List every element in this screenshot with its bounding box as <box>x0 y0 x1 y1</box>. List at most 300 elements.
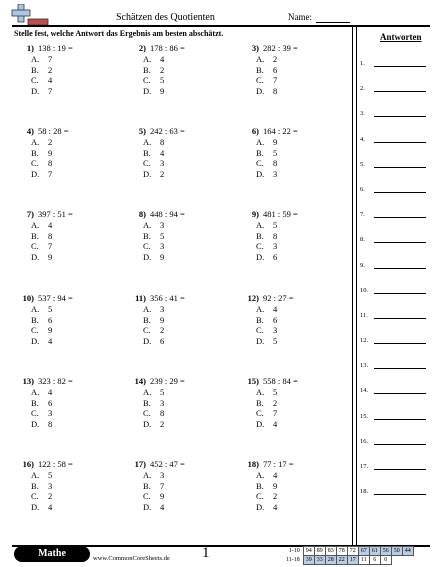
answer-number: 15. <box>360 412 369 420</box>
score-cell: 78 <box>336 547 347 556</box>
answer-option[interactable] <box>14 304 124 315</box>
answer-row <box>360 211 430 236</box>
answer-option[interactable] <box>14 148 124 159</box>
answer-option[interactable] <box>126 304 236 315</box>
answer-option[interactable] <box>126 408 236 419</box>
answer-option[interactable] <box>239 387 349 398</box>
option-value: 7 <box>48 85 53 96</box>
question-expression: 164 : 22 = <box>263 126 298 136</box>
answer-row <box>360 413 430 438</box>
question-number: 7) <box>26 209 34 219</box>
option-value: 8 <box>48 230 53 241</box>
option-letter: B. <box>256 480 264 491</box>
answer-row <box>360 387 430 412</box>
option-letter: C. <box>31 241 39 251</box>
score-cell: 83 <box>325 547 336 556</box>
answer-option[interactable] <box>14 231 124 242</box>
option-letter: D. <box>31 418 40 429</box>
answer-option[interactable] <box>14 315 124 326</box>
option-value: 9 <box>48 325 53 335</box>
option-letter: D. <box>143 335 152 346</box>
answer-number: 7. <box>360 211 365 219</box>
option-letter: A. <box>31 54 40 64</box>
option-letter: B. <box>31 64 39 75</box>
answer-number: 9. <box>360 261 365 269</box>
answer-option[interactable] <box>126 325 236 336</box>
option-letter: D. <box>256 168 265 179</box>
answer-lines <box>360 60 430 513</box>
option-value: 4 <box>273 501 278 512</box>
option-letter: A. <box>143 387 152 397</box>
option-value: 9 <box>273 137 278 147</box>
option-value: 6 <box>48 314 53 325</box>
answer-option[interactable] <box>239 252 349 263</box>
question-expression: 558 : 84 = <box>263 376 298 386</box>
answer-number: 17. <box>360 463 369 470</box>
answer-row <box>360 136 430 161</box>
option-value: 9 <box>160 85 165 96</box>
answer-option[interactable] <box>239 398 349 409</box>
option-letter: C. <box>31 408 39 418</box>
question <box>239 125 349 179</box>
answer-number: 12. <box>360 337 369 345</box>
option-value: 9 <box>160 491 165 501</box>
answer-option[interactable] <box>126 398 236 409</box>
answer-blank[interactable] <box>374 192 426 193</box>
answer-number: 1. <box>360 60 365 67</box>
option-letter: A. <box>256 470 265 480</box>
question-expression: 481 : 59 = <box>263 209 298 219</box>
answer-option[interactable] <box>239 148 349 159</box>
option-letter: A. <box>256 137 265 147</box>
option-letter: A. <box>143 470 152 480</box>
option-value: 8 <box>273 85 278 96</box>
option-letter: B. <box>256 64 264 75</box>
option-letter: B. <box>31 147 39 158</box>
instructions: Stelle fest, welche Antwort das Ergebnis am besten abschätzt. <box>14 29 224 38</box>
question-number: 18) <box>247 459 259 469</box>
option-value: 3 <box>160 220 165 230</box>
answer-option[interactable] <box>126 387 236 398</box>
option-value: 4 <box>48 387 53 397</box>
answer-option[interactable] <box>126 54 236 65</box>
answer-option[interactable] <box>14 325 124 336</box>
answer-blank[interactable] <box>374 268 426 269</box>
option-letter: A. <box>31 470 40 480</box>
option-letter: D. <box>31 85 40 96</box>
answer-option[interactable] <box>14 481 124 492</box>
answer-blank[interactable] <box>374 293 426 294</box>
option-value: 2 <box>273 491 278 501</box>
option-value: 5 <box>160 387 165 397</box>
option-value: 2 <box>273 54 278 64</box>
option-letter: C. <box>256 408 264 418</box>
score-cell: 89 <box>314 547 325 556</box>
option-letter: B. <box>256 230 264 241</box>
answer-option[interactable] <box>14 387 124 398</box>
answer-number: 13. <box>360 362 369 370</box>
question-number: 10) <box>22 293 34 303</box>
answer-blank[interactable] <box>374 368 426 369</box>
option-value: 3 <box>160 397 165 408</box>
question <box>239 208 349 262</box>
answer-number: 8. <box>360 236 365 244</box>
option-value: 6 <box>273 314 278 325</box>
question-number: 8) <box>138 209 146 219</box>
answer-row <box>360 60 430 85</box>
option-value: 7 <box>273 75 278 85</box>
option-value: 5 <box>273 387 278 397</box>
answer-column-divider <box>356 26 357 545</box>
question-expression: 77 : 17 = <box>263 459 294 469</box>
answer-option[interactable] <box>126 336 236 347</box>
option-letter: A. <box>31 137 40 147</box>
answer-option[interactable] <box>239 336 349 347</box>
option-letter: B. <box>256 397 264 408</box>
answer-row <box>360 312 430 337</box>
question-number: 15) <box>247 376 259 386</box>
answer-option[interactable] <box>126 231 236 242</box>
answer-option[interactable] <box>126 241 236 252</box>
answer-blank[interactable] <box>374 116 426 117</box>
option-value: 4 <box>48 335 53 346</box>
answer-option[interactable] <box>14 408 124 419</box>
answer-blank[interactable] <box>374 343 426 344</box>
option-value: 5 <box>48 304 53 314</box>
answer-option[interactable] <box>126 75 236 86</box>
option-letter: B. <box>143 314 151 325</box>
answer-option[interactable] <box>126 137 236 148</box>
option-letter: D. <box>143 501 152 512</box>
question-expression: 122 : 58 = <box>38 459 73 469</box>
answer-blank[interactable] <box>374 444 426 445</box>
option-value: 8 <box>48 418 53 429</box>
question-number: 2) <box>138 43 146 53</box>
answer-option[interactable] <box>239 408 349 419</box>
answer-option[interactable] <box>126 148 236 159</box>
question-expression: 537 : 94 = <box>38 293 73 303</box>
option-letter: B. <box>256 314 264 325</box>
question-expression: 92 : 27 = <box>263 293 294 303</box>
answer-number: 5. <box>360 160 365 168</box>
answer-option[interactable] <box>126 502 236 513</box>
answer-option[interactable] <box>239 220 349 231</box>
question <box>239 458 349 512</box>
question <box>14 125 124 179</box>
option-letter: C. <box>143 408 151 418</box>
option-value: 3 <box>160 241 165 251</box>
answer-row <box>360 161 430 186</box>
option-letter: A. <box>143 137 152 147</box>
answer-blank[interactable] <box>374 167 426 168</box>
answer-option[interactable] <box>126 86 236 97</box>
option-value: 9 <box>48 147 53 158</box>
answer-option[interactable] <box>14 75 124 86</box>
answer-option[interactable] <box>239 491 349 502</box>
question-number: 11) <box>135 293 146 303</box>
option-value: 2 <box>160 325 165 335</box>
answer-blank[interactable] <box>374 469 426 470</box>
answer-option[interactable] <box>14 65 124 76</box>
answer-option[interactable] <box>14 336 124 347</box>
option-letter: D. <box>31 501 40 512</box>
score-cell: 67 <box>358 547 369 556</box>
question-number: 6) <box>251 126 259 136</box>
answer-option[interactable] <box>239 315 349 326</box>
answer-option[interactable] <box>239 65 349 76</box>
answer-row <box>360 463 430 488</box>
option-value: 8 <box>160 408 165 418</box>
option-letter: D. <box>143 168 152 179</box>
option-value: 6 <box>48 397 53 408</box>
answer-option[interactable] <box>239 169 349 180</box>
option-letter: C. <box>256 325 264 335</box>
option-letter: B. <box>143 230 151 241</box>
answer-blank[interactable] <box>374 142 426 143</box>
answer-option[interactable] <box>14 252 124 263</box>
question-expression: 323 : 82 = <box>38 376 73 386</box>
option-letter: A. <box>143 304 152 314</box>
option-value: 5 <box>273 220 278 230</box>
question-number: 13) <box>22 376 34 386</box>
answer-option[interactable] <box>14 86 124 97</box>
answer-option[interactable] <box>14 470 124 481</box>
option-letter: A. <box>31 304 40 314</box>
answer-option[interactable] <box>239 231 349 242</box>
option-value: 4 <box>273 304 278 314</box>
option-letter: A. <box>256 54 265 64</box>
option-letter: D. <box>256 85 265 96</box>
answer-number: 11. <box>360 311 368 319</box>
option-value: 8 <box>48 158 53 168</box>
answer-option[interactable] <box>126 491 236 502</box>
answer-option[interactable] <box>239 304 349 315</box>
option-letter: B. <box>31 480 39 491</box>
answer-option[interactable] <box>126 65 236 76</box>
subject-badge: Mathe <box>14 546 90 562</box>
answer-option[interactable] <box>239 86 349 97</box>
answer-blank[interactable] <box>374 419 426 420</box>
option-letter: A. <box>31 220 40 230</box>
question <box>14 458 124 512</box>
option-value: 5 <box>273 335 278 346</box>
answer-option[interactable] <box>126 158 236 169</box>
name-field[interactable] <box>316 22 350 23</box>
question-number: 5) <box>138 126 146 136</box>
answer-option[interactable] <box>126 419 236 430</box>
question-expression: 178 : 86 = <box>150 43 185 53</box>
option-letter: B. <box>31 230 39 241</box>
option-value: 8 <box>273 230 278 241</box>
answer-number: 16. <box>360 437 369 445</box>
answer-option[interactable] <box>126 315 236 326</box>
option-letter: A. <box>31 387 40 397</box>
answer-blank[interactable] <box>374 393 426 394</box>
answer-option[interactable] <box>126 220 236 231</box>
option-value: 4 <box>48 501 53 512</box>
option-value: 4 <box>273 418 278 429</box>
option-letter: D. <box>143 85 152 96</box>
score-cell: 50 <box>391 547 402 556</box>
score-cell: 61 <box>369 547 380 556</box>
answer-option[interactable] <box>239 419 349 430</box>
option-letter: C. <box>256 158 264 168</box>
answer-option[interactable] <box>14 241 124 252</box>
question <box>126 208 236 262</box>
option-value: 9 <box>273 480 278 491</box>
question-expression: 448 : 94 = <box>150 209 185 219</box>
answer-row <box>360 186 430 211</box>
score-cell: 6 <box>369 556 380 565</box>
option-value: 7 <box>273 408 278 418</box>
answer-blank[interactable] <box>374 242 426 243</box>
answer-row <box>360 362 430 387</box>
answer-option[interactable] <box>14 491 124 502</box>
question-expression: 58 : 28 = <box>38 126 69 136</box>
question-number: 4) <box>26 126 34 136</box>
option-letter: D. <box>31 168 40 179</box>
answer-option[interactable] <box>239 325 349 336</box>
answer-option[interactable] <box>14 419 124 430</box>
answer-blank[interactable] <box>374 66 426 67</box>
question-expression: 397 : 51 = <box>38 209 73 219</box>
answer-option[interactable] <box>14 220 124 231</box>
answer-number: 18. <box>360 488 369 496</box>
option-value: 7 <box>160 480 165 491</box>
answer-number: 4. <box>360 135 365 143</box>
answer-option[interactable] <box>126 470 236 481</box>
answer-option[interactable] <box>239 158 349 169</box>
option-letter: B. <box>256 147 264 158</box>
answer-option[interactable] <box>126 169 236 180</box>
option-value: 4 <box>160 54 165 64</box>
answer-row <box>360 438 430 463</box>
question-expression: 356 : 41 = <box>150 293 185 303</box>
option-value: 8 <box>160 137 165 147</box>
option-value: 2 <box>160 168 165 179</box>
answer-option[interactable] <box>239 241 349 252</box>
answer-option[interactable] <box>239 502 349 513</box>
option-letter: D. <box>143 418 152 429</box>
option-letter: C. <box>256 241 264 251</box>
question-number: 12) <box>247 293 259 303</box>
answer-option[interactable] <box>239 470 349 481</box>
answer-option[interactable] <box>239 137 349 148</box>
option-value: 3 <box>160 470 165 480</box>
option-value: 2 <box>273 397 278 408</box>
answer-option[interactable] <box>14 502 124 513</box>
answer-option[interactable] <box>126 481 236 492</box>
question-expression: 242 : 63 = <box>150 126 185 136</box>
question-number: 16) <box>22 459 34 469</box>
answer-blank[interactable] <box>374 217 426 218</box>
option-value: 5 <box>48 470 53 480</box>
answer-number: 2. <box>360 85 365 93</box>
option-letter: A. <box>256 387 265 397</box>
question-expression: 138 : 19 = <box>38 43 73 53</box>
answer-option[interactable] <box>239 481 349 492</box>
option-letter: A. <box>143 54 152 64</box>
option-value: 5 <box>273 147 278 158</box>
answer-row <box>360 85 430 110</box>
option-value: 9 <box>160 251 165 262</box>
answer-blank[interactable] <box>374 318 426 319</box>
answer-number: 3. <box>360 110 365 118</box>
score-cell: 56 <box>380 547 391 556</box>
option-letter: C. <box>143 325 151 335</box>
answer-row <box>360 236 430 261</box>
option-letter: C. <box>31 491 39 501</box>
answer-blank[interactable] <box>374 494 426 495</box>
site-url: www.CommonCoreSheets.de <box>93 555 170 562</box>
question <box>126 125 236 179</box>
score-cell: 0 <box>380 556 391 565</box>
option-letter: D. <box>256 418 265 429</box>
option-letter: B. <box>143 64 151 75</box>
answer-blank[interactable] <box>374 91 426 92</box>
answer-number: 14. <box>360 387 369 395</box>
answer-row <box>360 110 430 135</box>
option-value: 5 <box>160 230 165 241</box>
option-letter: C. <box>256 491 264 501</box>
option-value: 3 <box>273 241 278 251</box>
option-value: 4 <box>48 220 53 230</box>
option-value: 5 <box>160 75 165 85</box>
score-row <box>284 547 413 556</box>
question <box>14 292 124 346</box>
option-value: 9 <box>48 251 53 262</box>
option-letter: A. <box>256 304 265 314</box>
option-letter: A. <box>256 220 265 230</box>
option-value: 7 <box>48 54 53 64</box>
question-number: 14) <box>134 376 146 386</box>
answer-option[interactable] <box>126 252 236 263</box>
option-value: 4 <box>273 470 278 480</box>
score-cell: 11 <box>358 556 369 565</box>
question <box>126 375 236 429</box>
answer-option[interactable] <box>239 75 349 86</box>
option-value: 4 <box>160 147 165 158</box>
option-value: 2 <box>48 137 53 147</box>
question <box>14 42 124 96</box>
score-table <box>284 546 414 565</box>
page-title: Schätzen des Quotienten <box>116 12 215 23</box>
score-cell: 44 <box>402 547 413 556</box>
answer-option[interactable] <box>14 158 124 169</box>
option-value: 6 <box>273 64 278 75</box>
option-value: 3 <box>48 480 53 491</box>
option-value: 9 <box>160 314 165 325</box>
score-cell: 17 <box>347 556 358 565</box>
option-letter: D. <box>256 335 265 346</box>
question <box>239 375 349 429</box>
answer-option[interactable] <box>14 169 124 180</box>
answer-option[interactable] <box>239 54 349 65</box>
question <box>14 208 124 262</box>
option-value: 4 <box>160 501 165 512</box>
score-cell: 33 <box>314 556 325 565</box>
option-letter: D. <box>256 251 265 262</box>
question-number: 9) <box>251 209 259 219</box>
option-letter: C. <box>31 75 39 85</box>
question-number: 17) <box>134 459 146 469</box>
score-cell: 28 <box>325 556 336 565</box>
answer-option[interactable] <box>14 398 124 409</box>
answer-option[interactable] <box>14 137 124 148</box>
option-letter: C. <box>256 75 264 85</box>
answer-option[interactable] <box>14 54 124 65</box>
answer-number: 6. <box>360 185 365 193</box>
